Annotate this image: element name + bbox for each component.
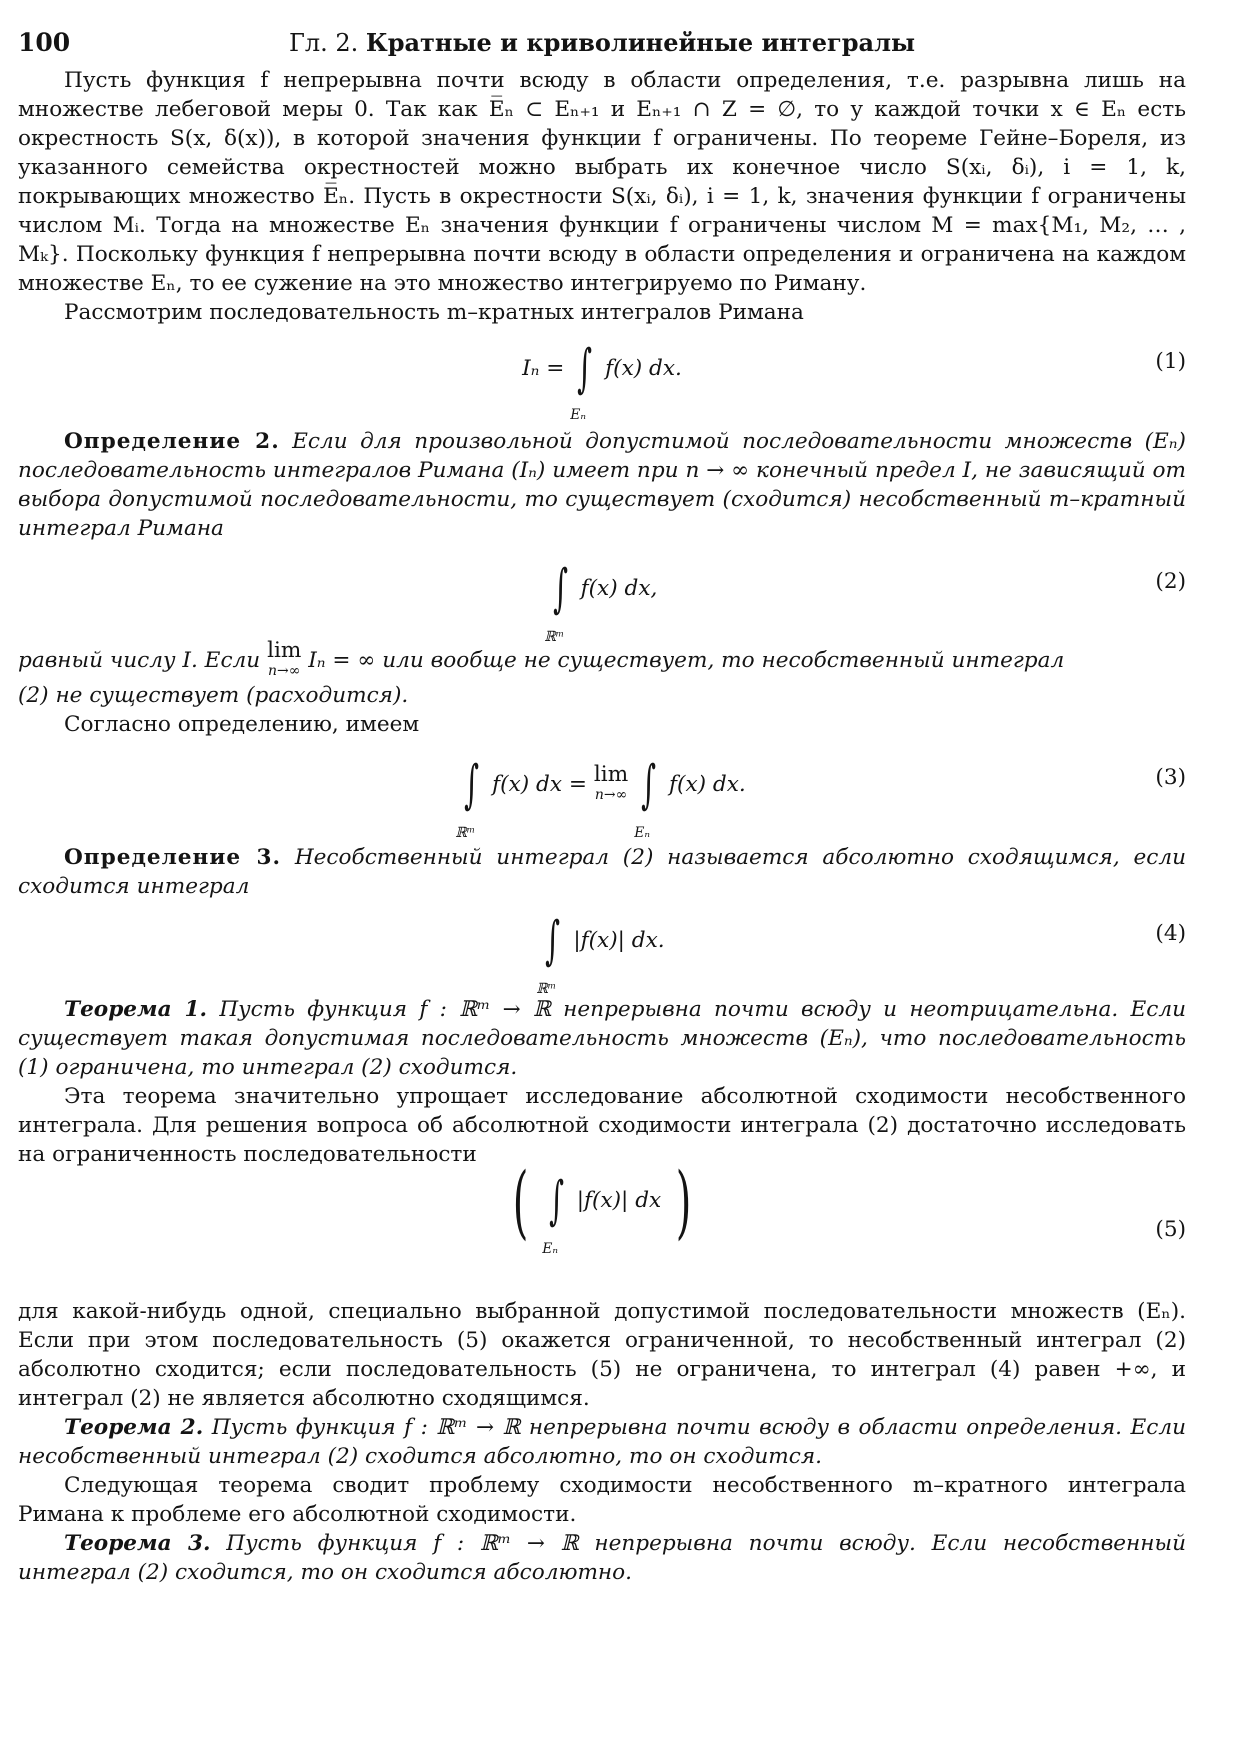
integral-sign: ∫ ℝᵐ	[553, 563, 568, 615]
eq5-subscript: Eₙ	[542, 1241, 558, 1257]
left-paren: (	[512, 1154, 529, 1248]
equation-2	[18, 543, 1186, 645]
chapter-name: Кратные и криволинейные интегралы	[365, 28, 916, 57]
eq5-integrand: |f(x)| dx	[576, 1188, 662, 1213]
def2-tail-b: Iₙ = ∞ или вообще не существует, то несобственный интеграл	[308, 648, 1065, 673]
equation-4	[18, 901, 1186, 997]
eq2-integrand: f(x) dx,	[580, 576, 658, 601]
theorem-1-text: Пусть функция f : ℝᵐ → ℝ непрерывна почти всюду и неотрицательна. Если существует такая допустимая последовательность множеств (Eₙ), что последовательность (1) ограничена, то интеграл (2) сходится.	[18, 997, 1186, 1080]
theorem-3-text: Пусть функция f : ℝᵐ → ℝ непрерывна почти всюду. Если несобственный интеграл (2) сходится, то он сходится абсолютно.	[18, 1531, 1186, 1585]
eq4-tag: (4)	[1155, 921, 1186, 946]
eq1-integrand: f(x) dx.	[605, 356, 682, 381]
running-header	[18, 28, 1186, 64]
definition-2-text: Если для произвольной допустимой последовательности множеств (Eₙ) последовательность интегралов Римана (Iₙ) имеет при n → ∞ конечный предел I, не зависящий от выбора допустимой последовательности, то существует (сходится) несобственный m–кратный интеграл Римана	[18, 429, 1186, 541]
theorem-2-label: Теорема 2.	[64, 1415, 204, 1440]
paragraph-6: Следующая теорема сводит проблему сходимости несобственного m–кратного интеграла Римана к проблеме его абсолютной сходимости.	[18, 1473, 1186, 1527]
eq3-tag: (3)	[1155, 765, 1186, 790]
definition-3	[18, 843, 1186, 901]
equation-1	[18, 327, 1186, 423]
def2-tail-c: (2) не существует (расходится).	[18, 683, 409, 708]
eq3-left-integrand: f(x) dx =	[492, 772, 588, 797]
page-content	[18, 66, 1186, 1587]
eq3-left-subscript: ℝᵐ	[455, 825, 476, 841]
equation-3	[18, 739, 1186, 839]
paragraph-1: Пусть функция f непрерывна почти всюду в области определения, т.е. разрывна лишь на множестве лебеговой меры 0. Так как E̅ₙ ⊂ Eₙ₊₁ и Eₙ₊₁ ∩ Z = ∅, то у каждой точки x ∈ Eₙ есть окрестность S(x, δ(x)), в которой значения функции f ограничены. По теореме Гейне–Бореля, из указанного семейства окрестностей можно выбрать их конечное число S(xᵢ, δᵢ), i = 1, k, покрывающих множество E̅ₙ. Пусть в окрестности S(xᵢ, δᵢ), i = 1, k, значения функции f ограничены числом Mᵢ. Тогда на множестве Eₙ значения функции f ограничены числом M = max{M₁, M₂, … , Mₖ}. Поскольку функция f непрерывна почти всюду в области определения и ограничена на каждом множестве Eₙ, то ее сужение на это множество интегрируемо по Риману.	[18, 68, 1186, 296]
paragraph-4: Эта теорема значительно упрощает исследование абсолютной сходимости несобственного интеграла. Для решения вопроса об абсолютной сходимости интеграла (2) достаточно исследовать на ограниченность последовательности	[18, 1084, 1186, 1167]
eq3-right-subscript: Eₙ	[634, 825, 651, 841]
chapter-title	[18, 28, 1186, 57]
lim-text: lim	[267, 638, 302, 663]
eq1-lhs: Iₙ =	[522, 356, 565, 381]
paragraph-3: Согласно определению, имеем	[64, 712, 420, 737]
definition-2	[18, 427, 1186, 543]
theorem-2	[18, 1413, 1186, 1471]
definition-3-label: Определение 3.	[64, 845, 282, 870]
theorem-3	[18, 1529, 1186, 1587]
eq2-subscript: ℝᵐ	[543, 629, 564, 645]
theorem-1-label: Теорема 1.	[64, 997, 208, 1022]
eq2-tag: (2)	[1155, 569, 1186, 594]
chapter-number: Гл. 2.	[288, 29, 359, 57]
lim-under: n→∞	[268, 663, 301, 679]
eq3-right-integrand: f(x) dx.	[669, 772, 746, 797]
integral-sign: ∫ ℝᵐ	[545, 915, 560, 967]
integral-sign: ∫ Eₙ	[577, 343, 592, 395]
integral-sign: ∫ Eₙ	[641, 759, 656, 811]
eq1-tag: (1)	[1155, 349, 1186, 374]
eq5-tag: (5)	[1155, 1217, 1186, 1242]
paragraph-5: для какой-нибудь одной, специально выбранной допустимой последовательности множеств (Eₙ). Если при этом последовательность (5) окажется ограниченной, то несобственный интеграл (2) абсолютно сходится; если последовательность (5) не ограничена, то интеграл (4) равен +∞, и интеграл (2) не является абсолютно сходящимся.	[18, 1299, 1186, 1411]
limit	[267, 638, 302, 681]
paragraph-2: Рассмотрим последовательность m–кратных интегралов Римана	[64, 300, 804, 325]
equation-5	[18, 1154, 1186, 1297]
theorem-3-label: Теорема 3.	[64, 1531, 211, 1556]
definition-2-label: Определение 2.	[64, 429, 280, 454]
definition-2-continuation	[18, 638, 1186, 710]
eq4-integrand: |f(x)| dx.	[573, 928, 665, 953]
right-paren: )	[675, 1154, 692, 1248]
def2-tail-a: равный числу I. Если	[18, 648, 261, 673]
integral-sign: ∫ ℝᵐ	[464, 759, 479, 811]
eq1-subscript: Eₙ	[570, 407, 587, 423]
theorem-2-text: Пусть функция f : ℝᵐ → ℝ непрерывна почти всюду в области определения. Если несобственный интеграл (2) сходится абсолютно, то он сходится.	[18, 1415, 1186, 1469]
theorem-1	[18, 995, 1186, 1082]
integral-sign: ∫ Eₙ	[549, 1175, 564, 1227]
eq3-lim-under: n→∞	[594, 787, 628, 803]
limit	[593, 762, 629, 805]
page-number: 100	[18, 28, 71, 57]
definition-3-text: Несобственный интеграл (2) называется абсолютно сходящимся, если сходится интеграл	[18, 845, 1186, 899]
eq4-subscript: ℝᵐ	[536, 981, 557, 997]
eq3-lim: lim	[593, 762, 629, 787]
